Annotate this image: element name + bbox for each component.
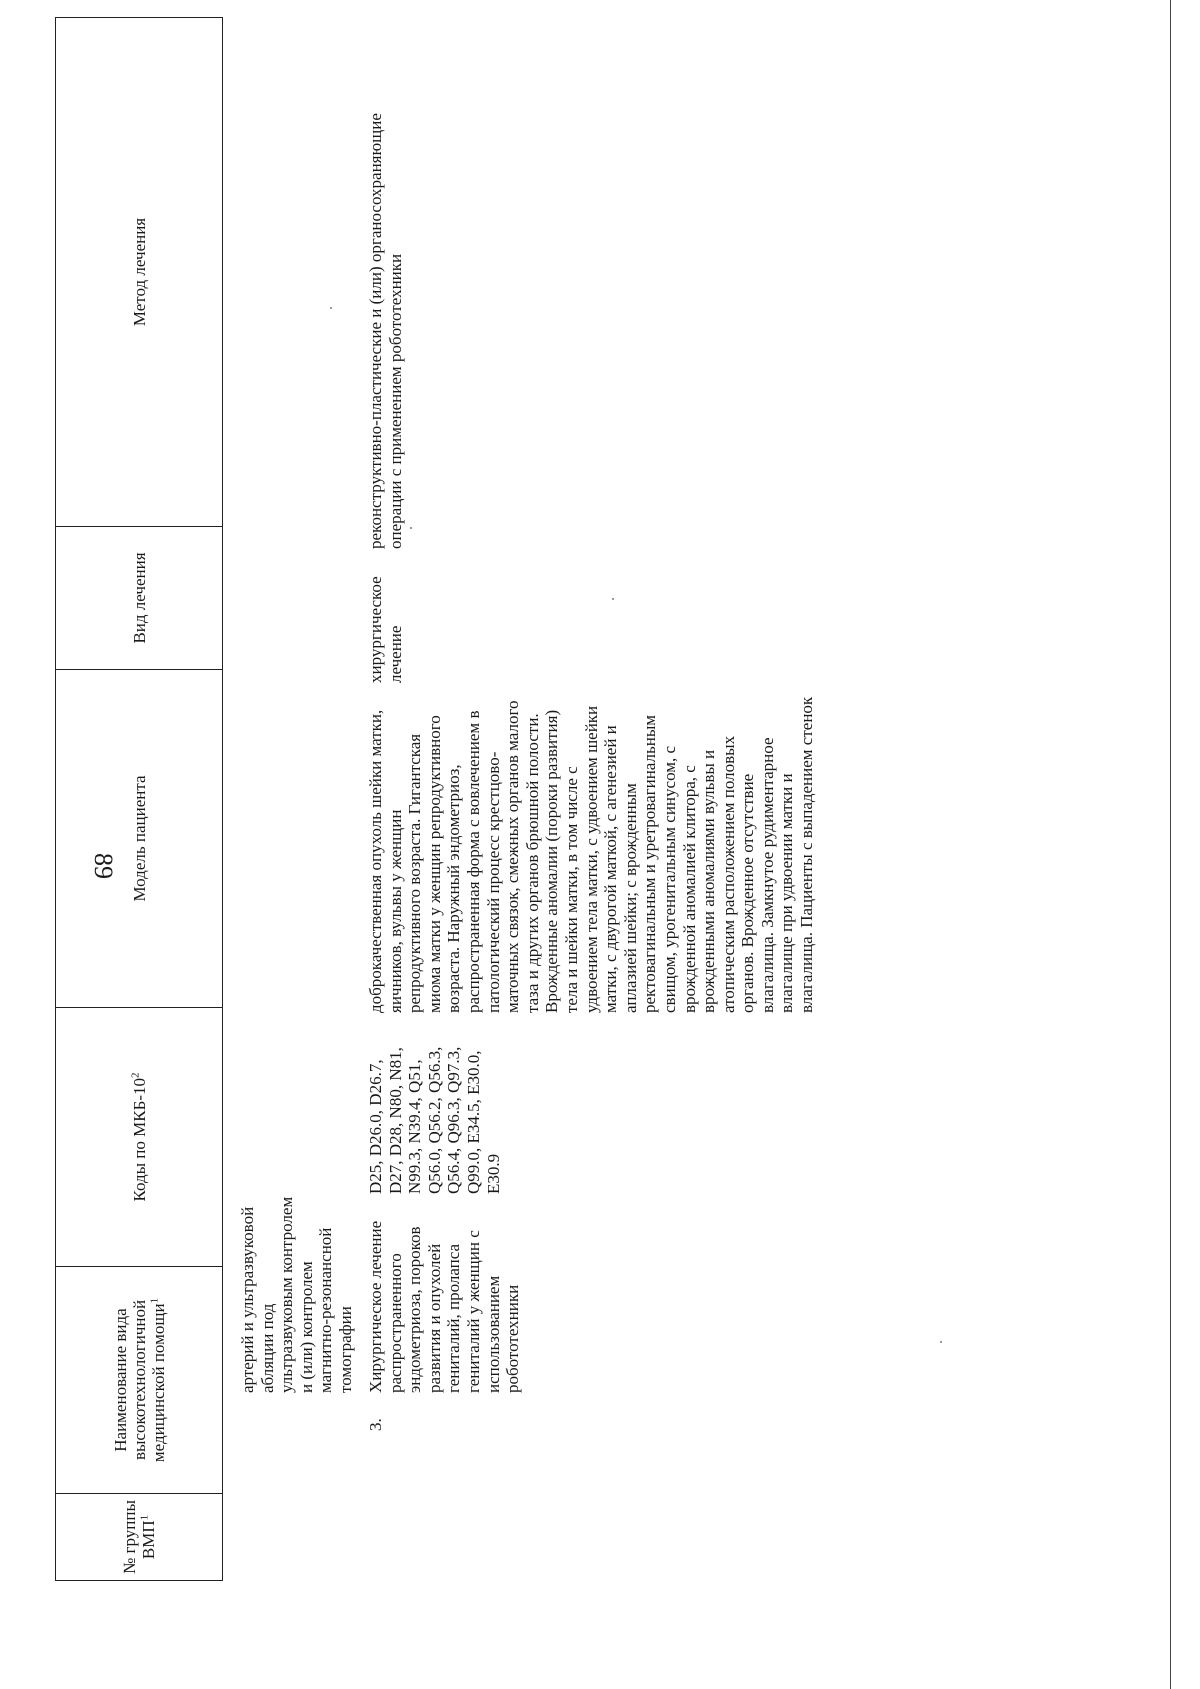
continuation-name-cell: артерий и ультразвуковой абляции под ультразвуковым контролем и (или) контролем магнитно-резонансной томографии xyxy=(238,1196,355,1393)
row-method-cell: реконструктивно-пластические и (или) органосохраняющие операции с применением робототехники xyxy=(366,113,405,549)
scan-speck xyxy=(330,307,332,309)
row-model-cell: доброкачественная опухоль шейки матки, яичников, вульвы у женщин репродуктивного возраста. Гигантская миома матки у женщин репродуктивного возраста. Наружный эндометриоз, распространенная форма с вовлечением в патологический процесс крестцово-маточных связок, смежных органов малого таза и других органов брюшной полости. Врожденные аномалии (пороки развития) тела и шейки матки, в том числе с удвоением тела матки, с удвоением шейки матки, с двурогой маткой, с агенезией и аплазией шейки; с врожденным ректовагинальным и уретровагинальным свищом, урогенитальным синусом, с врожденной аномалией клитора, с врожденными аномалиями вульвы и атопическим расположением половых органов. Врожденное отсутствие влагалища. Замкнутое рудиментарное влагалище при удвоении матки и влагалища. Пациенты с выпадением стенок xyxy=(366,696,817,1013)
table-header xyxy=(55,17,223,1581)
scan-speck xyxy=(410,527,412,529)
row-number: 3. xyxy=(366,1418,385,1431)
page-number: 89 xyxy=(89,853,118,879)
col-header-type: Вид лечения xyxy=(56,527,223,670)
col-header-method: Метод лечения xyxy=(56,18,223,527)
col-header-name: Наименование вида высокотехнологичной медицинской помощи$^1$ xyxy=(56,1267,223,1494)
col-header-model: Модель пациента xyxy=(56,670,223,1008)
row-name-cell: Хирургическое лечение распространенного эндометриоза, пороков развития и опухолей гениталий, пролапса гениталий у женщин с использованием робототехники xyxy=(366,1220,523,1393)
col-header-codes: Коды по МКБ-$10^2$ xyxy=(56,1008,223,1267)
bottom-edge-line xyxy=(1170,0,1171,1689)
scan-speck xyxy=(940,1341,942,1343)
col-header-group-no: № группы ВМП$^1$ xyxy=(56,1494,223,1581)
row-codes-cell: D25, D26.0, D26.7, D27, D28, N80, N81, N99.3, N39.4, Q51, Q56.0, Q56.2, Q56.3, Q56.4, Q96.3, Q97.3, Q99.0, E34.5, E30.0, E30.9 xyxy=(366,1046,503,1194)
row-type-cell: хирургическое лечение xyxy=(366,576,405,683)
scan-speck xyxy=(612,598,614,600)
